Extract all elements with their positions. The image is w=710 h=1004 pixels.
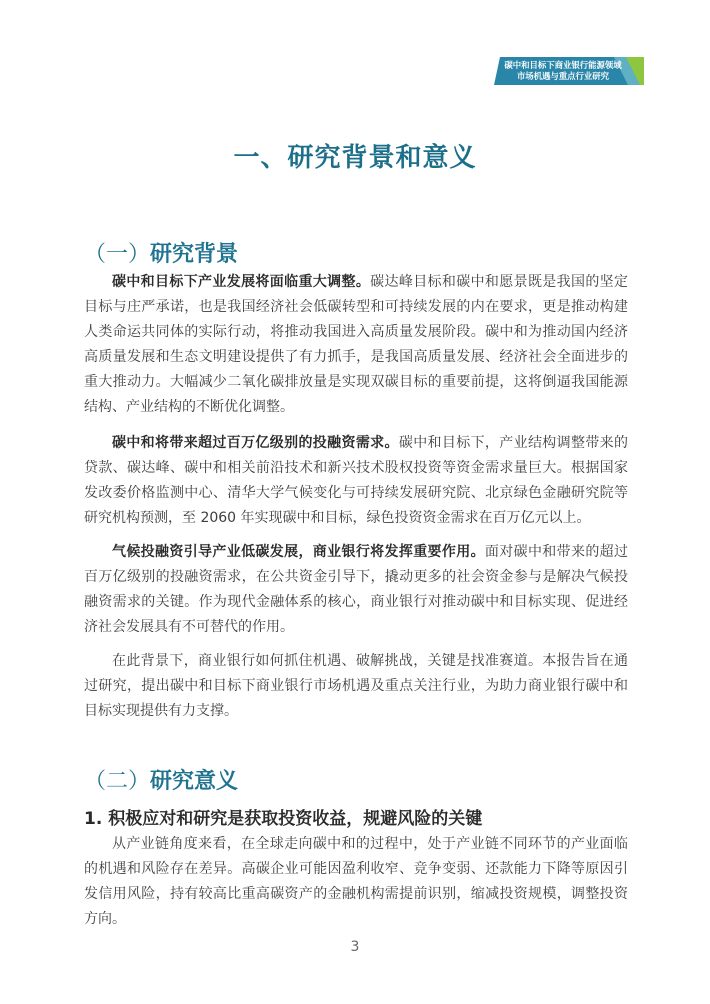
section-title: 研究背景 [150, 242, 239, 267]
paragraph-lead: 碳中和将带来超过百万亿级别的投融资需求。 [112, 435, 399, 451]
page-title: 一、研究背景和意义 [233, 143, 477, 173]
section-heading-significance [84, 764, 238, 795]
paragraph-text: 碳中和目标下，产业结构调整带来的贷款、碳达峰、碳中和相关前沿技术和新兴技术股权投资等资金需求量巨大。根据国家发改委价格监测中心、清华大学气候变化与可持续发展研究院、北京绿色金融研究院等研究机构预测，至 2060 年实现碳中和目标，绿色投资资金需求在百万亿元以上。 [84, 435, 629, 526]
paragraph-text: 碳达峰目标和碳中和愿景既是我国的坚定目标与庄严承诺，也是我国经济社会低碳转型和可持续发展的内在要求，更是推动构建人类命运共同体的实际行动，将推动我国进入高质量发展阶段。碳中和为推动国内经济高质量发展和生态文明建设提供了有力抓手，是我国高质量发展、经济社会全面进步的重大推动力。大幅减少二氧化碳排放量是实现双碳目标的重要前提，这将倒逼我国能源结构、产业结构的不断优化调整。 [84, 274, 628, 415]
section-heading-background [84, 237, 238, 268]
header-line-2: 市场机遇与重点行业研究 [516, 71, 610, 81]
header-banner [494, 57, 644, 85]
header-title [494, 60, 632, 82]
paragraph [84, 540, 628, 640]
paragraph [84, 832, 628, 932]
paragraph-text: 从产业链角度来看，在全球走向碳中和的过程中，处于产业链不同环节的产业面临的机遇和风险存在差异。高碳企业可能因盈利收窄、竞争变弱、还款能力下降等原因引发信用风险，持有较高比重高碳资产的金融机构需提前识别，缩减投资规模，调整投资方向。 [84, 836, 628, 927]
section-number: （一） [84, 242, 151, 267]
paragraph [84, 649, 628, 724]
sub-heading: 1. 积极应对和研究是获取投资收益，规避风险的关键 [84, 809, 483, 829]
section-number: （二） [84, 769, 151, 794]
paragraph-lead: 气候投融资引导产业低碳发展，商业银行将发挥重要作用。 [112, 544, 485, 560]
page-number: 3 [350, 939, 360, 955]
section-title: 研究意义 [150, 769, 239, 794]
header-line-1: 碳中和目标下商业银行能源领域 [504, 60, 622, 70]
paragraph-text: 面对碳中和带来的超过百万亿级别的投融资需求，在公共资金引导下，撬动更多的社会资金参与是解决气候投融资需求的关键。作为现代金融体系的核心，商业银行对推动碳中和目标实现、促进经济社会发展具有不可替代的作用。 [84, 544, 629, 635]
paragraph [84, 431, 628, 531]
paragraph [84, 270, 628, 420]
paragraph-text: 在此背景下，商业银行如何抓住机遇、破解挑战，关键是找准赛道。本报告旨在通过研究，提出碳中和目标下商业银行市场机遇及重点关注行业，为助力商业银行碳中和目标实现提供有力支撑。 [84, 653, 628, 719]
paragraph-lead: 碳中和目标下产业发展将面临重大调整。 [112, 274, 371, 290]
